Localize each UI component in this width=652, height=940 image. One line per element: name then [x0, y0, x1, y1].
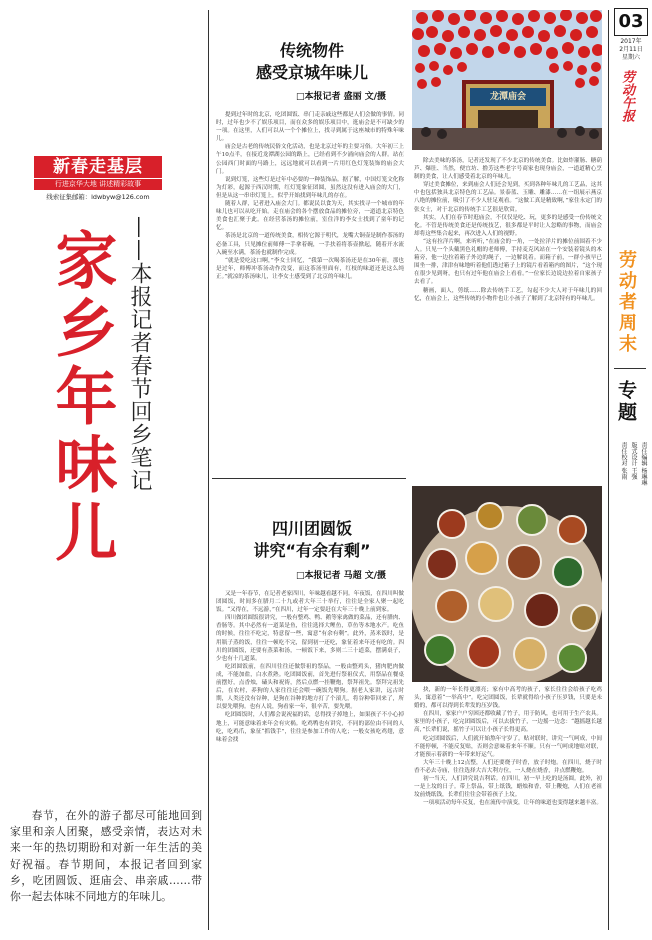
date-weekday: 星期六 — [621, 54, 640, 61]
lanterns-illustration — [412, 10, 602, 150]
paragraph: 吃团圆饭时，人们都会说祝福的话，总得找子掉地上，如果孩子不小心掉地上，可能意味着来年会有灾祸。吃鸡鸭也有讲究，不同的部位由不同的人吃，吃鸡爪，象征“抓钱手”，往往是参加工作的人吃；一般女孩吃鸡翅，意味着会找 — [216, 712, 404, 743]
brand-contact: 线索征集邮箱：ldwbyw@126.com — [46, 193, 150, 201]
paragraph: 茶汤是北京的一道传统美食，相传它源于明代，龙嘴大铜壶是制作茶汤的必备工具，只见摊位前师傅一手拿着碗，一手扶着将茶壶掀起，随着开水流入碗至水满，茶汤也就制作完成。 — [216, 233, 404, 256]
paragraph: 说到灯笼，这些灯是过年中必要的一种装饰品。据了解，中国灯笼文化称为灯彩，起源于西汉时期，红灯笼象征团圆，虽然这没有进入庙会的大门，但是从这一串串灯笼上，似乎开始找到年味儿的存在。 — [216, 176, 404, 199]
section-title: 劳动者周末 — [616, 250, 637, 355]
temple-fair-gate-sign: 龙潭庙会 — [489, 92, 526, 102]
paragraph: 提到过年时的北京，吃团圆饭、串门走亲戚这些都是人们会做的事情。同时，过年也少不了娱乐项目，而在众多的娱乐项目中，逛庙会是不可缺少的一项。在这里，人们可以从一个个摊位上，找寻到属于这座城市的特殊年味儿。 — [216, 112, 404, 143]
column-rule-right — [608, 10, 609, 930]
paragraph: “就是爱吃这口啊，”李女士回忆，“我第一次喝茶汤还是在30年前，那也是过年，师傅冲茶汤动作没变，而这茶汤里面有，红枝的味道还是这么纯正。”就凉的茶汤味儿，让李女士感受到了北京的年味儿。 — [216, 257, 404, 280]
article1-column-1 — [216, 111, 404, 281]
paragraph: 抉，新的一年长得更漂亮；家有中高考的孩子，家长往往会给孩子吃鸡头，寓意着“一举高中”。吃完团圆饭，长辈就得给小孩子压岁钱，只要是未婚的，都可以得到长辈发的压岁钱。 — [414, 687, 602, 710]
feature-brand-block — [34, 156, 162, 204]
article2-byline: □本报记者 马超 文/摄 — [296, 571, 387, 581]
paragraph: 吃团圆饭前，在四川往往还做祭祖的祭品，一般由整鸡头，猪肉肥肉做成，不能加盐，白水煮熟。吃团圆饭前，首先进行祭祖仪式，用祭品在餐桌前摆好，点香烛，磕头和祝祷，然后点燃一挂鞭炮，祭拜祖先。祭拜完祖先后，在农村，养狗的人家往往还会喂一碗饭先喂狗。据老人家讲，远古时期，人类还没有谷种，是狗在谷种的地方打了个滚儿，将谷种带回来了，所以要先喂狗。也有人说，狗看家一年，很辛苦，要先喂。 — [216, 663, 404, 711]
article2-column-1 — [216, 590, 404, 744]
issue-date — [612, 38, 650, 62]
brand-slogan: 行进京华大地 讲述精彩故事 — [34, 179, 162, 190]
editor-credit: 责任编辑 杨琳琳 — [640, 442, 647, 486]
page-number: 03 — [614, 8, 648, 36]
section-divider — [614, 368, 646, 369]
paragraph: 四川做团圆饭很讲究，一般有整鸡、鸭、鹅等家禽做的菜品，还有腊肉、香肠等。其中必然有一道菜是鱼，往往选择大鲤鱼，草鱼等本地水产。吃鱼的时候，往往不吃完，特意留一些，寓意“有余有剩”。此外，蒸米饭时，是用瓶子蒸的饭，往往一顿吃不完，留到初一还吃，象征着来年还有吃的。四川的团圆饭，还要有蒸菜和汤，一顿饭下来，多则二三十道菜，摆满桌子，少也有十几道菜。 — [216, 615, 404, 662]
feature-subtitle: ——本报记者春节回乡笔记 — [127, 216, 152, 492]
paragraph: 一项项活动每年反复，也在流传中演变，让年的味道也变得越来越丰富。 — [422, 800, 602, 807]
paragraph: 初一当天，人们讲究说吉利话。在四川，初一早上吃的是汤圆。此外，初一是上坟的日子。带上祭品，带上纸钱，蜡烛和香，带上鞭炮，人们在老祖坟前烧纸钱，长辈们往往会带着孩子上坟。 — [414, 776, 602, 799]
paragraph: 穿过美食摊位，来到庙会人们还会见到，买到各种年味儿的工艺品，这其中也包括独具北京特色的工艺品。景泰蓝、玉雕、雕漆……在一组展示燕京八绝的摊位前，吸引了不少人驻足观看。“这做工真是精致啊，”家住永定门的张女士，对于北京的传统手工艺很是欣赏。 — [414, 182, 602, 213]
feature-title: 家乡年味儿 — [45, 228, 118, 568]
paragraph: 在四川，家家户户穷困还都收藏了竹子，用于防风，也可用于生产农具。家里的小孩子，吃完团圆饭后，可以去拔竹子，一边摇一边念：“越摇越长越高，”长辈们说，摇竹子可以让小孩子长得更高。 — [414, 711, 602, 734]
article1-byline: □本报记者 盛丽 文/摄 — [296, 92, 387, 102]
editor-credits — [614, 442, 648, 552]
newspaper-logo: 劳动午报 — [619, 70, 634, 122]
reunion-dinner-photo — [412, 486, 602, 682]
date-day: 2月11日 — [619, 46, 643, 53]
paragraph: 庙会是古老的传统民俗文化活动，也是北京过年的主要习俗。大年初三上午10点半，在接近龙潭湖公园的路上，已经看到不少涌向庙会的人群。站在公园西门时面的马路上，远远地就可以看到一片用红色灯笼装饰的庙会大门。 — [216, 144, 404, 175]
temple-fair-lanterns-photo — [412, 10, 602, 150]
brand-title: 新春走基层 — [34, 156, 162, 178]
feature-intro: 春节，在外的游子都尽可能地回到家里和亲人团聚，感受亲情，表达对未来一年的热切期盼和对新一年生活的美好祝福。春节期间，本报记者回到家乡，吃团圆饭、逛庙会、串亲戚……带你一起去体味不同地方的年味儿。 — [10, 809, 202, 904]
article2-column-2 — [414, 686, 602, 807]
reunion-dinner-illustration — [412, 486, 602, 682]
article2-title-line1: 四川团圆饭 — [271, 519, 352, 538]
editor-credit: 版式设计 王强 — [630, 442, 637, 480]
paragraph: 随着人群，记者进入庙会大门。都说民以食为天，其实找寻一个城市的年味儿也可以从吃开始。走在庙会的各个摆放食品的摊位旁，一道道北京特色美食也汇聚于此。在经营茶汤的摊位前，室住洋的李女士找到了童年的记忆。 — [216, 201, 404, 232]
article2-title-line2: 讲究“有余有剩” — [253, 541, 371, 560]
paragraph: 除去美味的茶汤，记者还发现了不少北京的传统美食。比如炸灌肠、糖葫芦、爆肚、当然，便宜坊、撸芳这些老字号商家也现身庙会，一道道精心烹制的美食，让人们感受着北京的年味儿。 — [414, 158, 602, 181]
editor-credit: 责任校对 张雨 — [620, 442, 627, 480]
paragraph: 大年三十晚上12点整，人们还要烧子时香，放子时炮。在四川，烧子时香不必去寺庙，往往选择大吉大利方位，一人烧在烧香，并点燃鞭炮。 — [414, 759, 602, 774]
article1-column-2 — [414, 157, 602, 303]
topic-label: 专题 — [615, 380, 637, 424]
date-year: 2017年 — [620, 38, 642, 45]
paragraph: 又是一年春节，在记者老家四川，年味越看越不同。年夜饭，在四川叫做团圆饭，时间多在腊月二十九或者大年三十举行，往往是全家人聚一起吃饭。“又得在，不远游，”在四川，过年一定要赶在大年三十晚上前到家。 — [216, 591, 404, 614]
paragraph: 糖画，面人，剪纸……除去传统手工艺，勾起不少大人对于年味儿的回忆，在庙会上，这些传统的小物件也让小孩子了解到了北京特有的年味儿。 — [414, 287, 602, 302]
paragraph: 吃完团圆饭后，人们就开始熬年守岁了。贴对联时，讲究一气呵成，中间不能停顿，不能反复贴，否则会意味着来年不顺。只有一气呵成地贴对联，才能预示着新的一年带来好运气。 — [414, 735, 602, 758]
article-separator — [212, 478, 406, 479]
paragraph: 其实，人们在春节时逛庙会，不仅仅是吃、玩，更多的是感受一份传统文化。不管是传统美食还是传统技艺，很多都是平时让人忽略的事物，而庙会却将这些集合起来，再次进入人们的视野。 — [414, 214, 602, 237]
column-rule-left — [208, 10, 209, 930]
article1-title-line2: 感受京城年味儿 — [255, 63, 368, 82]
article1-title-line1: 传统物件 — [279, 41, 344, 60]
paragraph: “这有拉洋片啊，来听听，”在庙会的一角，一处拉洋片的摊位前围着不少人。只见一个头戴黑色礼帽的老师傅，手持麦克风站在一个安装着镜头的木箱旁，他一边拉着箱子外边的绳子，一边解说着。而箱子前，一群小孩早已围坐一排，津津有味地听着他们透过箱子上的镜片看着箱内的图片，“这个现在很少见到呀，也只有过年他在庙会上看看。”一位家长边说边拉着自家孩子去看了。 — [414, 238, 602, 286]
